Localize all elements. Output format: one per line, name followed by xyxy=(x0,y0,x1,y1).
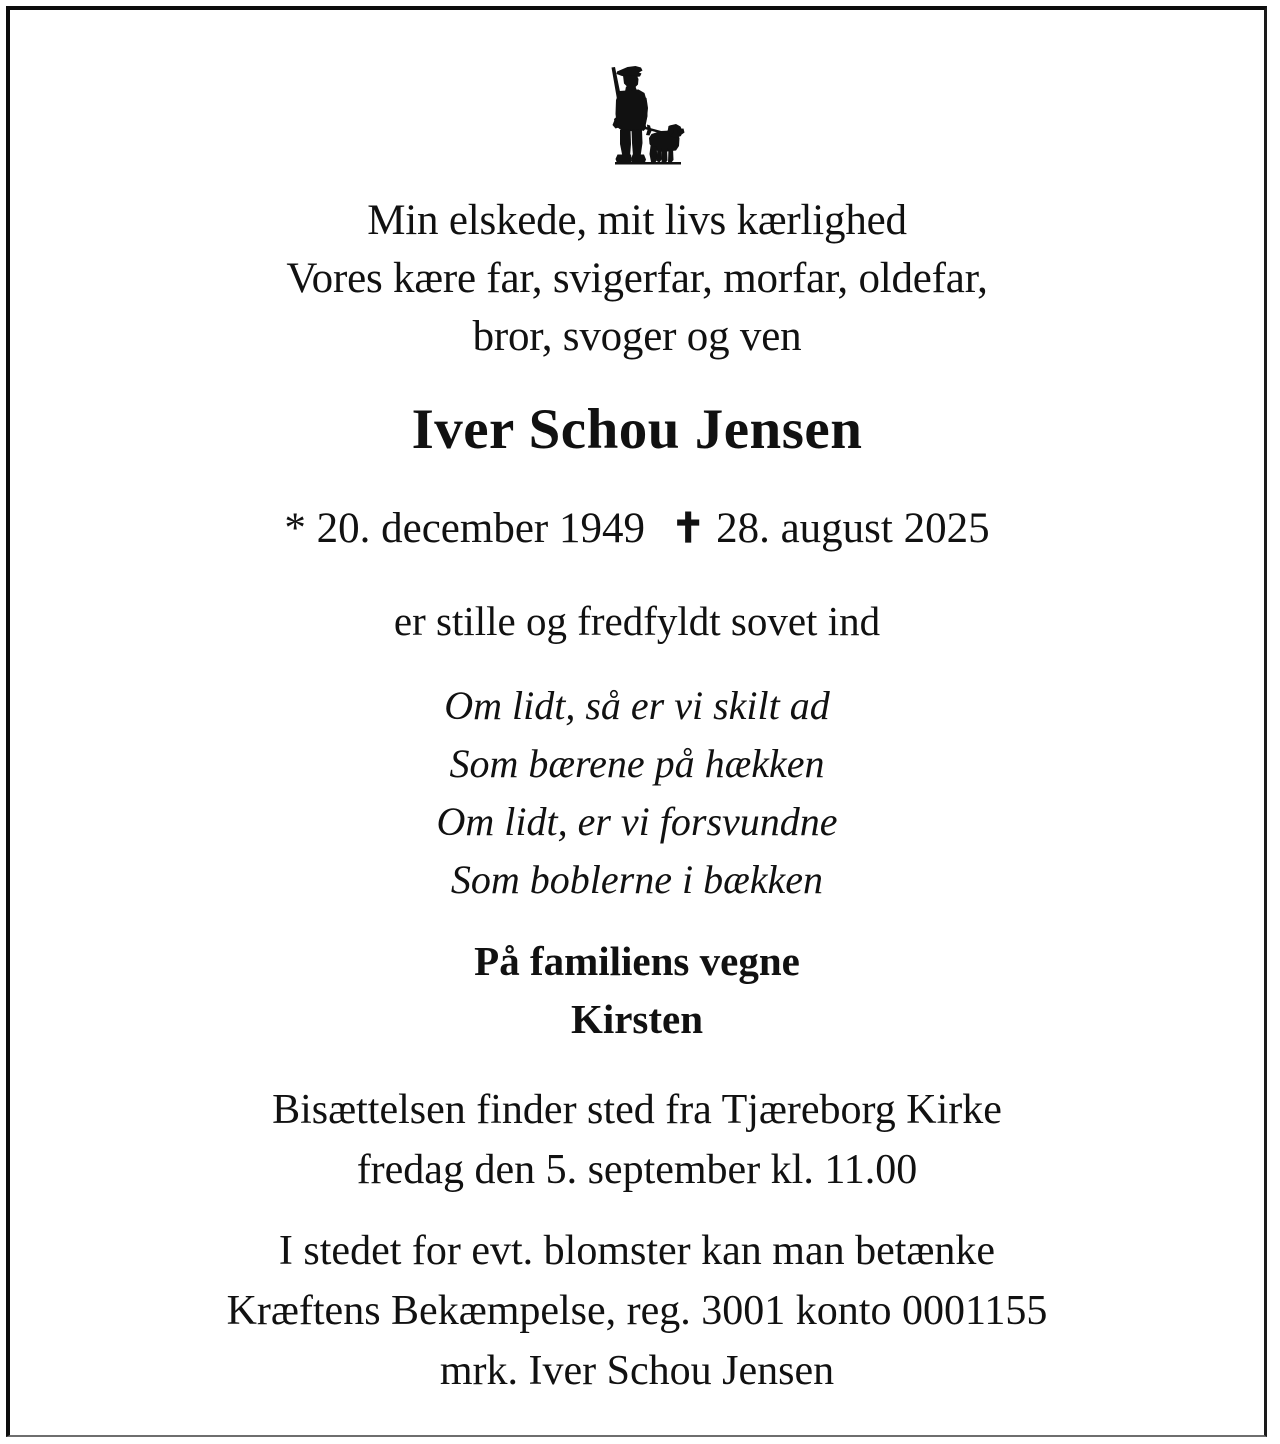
signature-block xyxy=(50,932,1224,1048)
intro-line-1: Min elskede, mit livs kærlighed xyxy=(367,197,907,244)
donation-block xyxy=(50,1221,1224,1401)
emblem-container xyxy=(10,58,1264,178)
deceased-name-block xyxy=(50,395,1224,465)
hunter-with-dog-icon xyxy=(589,58,685,174)
verse-block xyxy=(50,677,1224,909)
signature-line-1: På familiens vegne xyxy=(474,938,800,984)
death-symbol: ✝ xyxy=(670,505,706,551)
death-date: 28. august 2025 xyxy=(716,505,990,552)
verse-line-3: Om lidt, er vi forsvundne xyxy=(436,799,838,844)
verse-line-1: Om lidt, så er vi skilt ad xyxy=(444,683,830,728)
passing-line: er stille og fredfyldt sovet ind xyxy=(393,598,881,644)
death-notice-card xyxy=(6,6,1267,1437)
birth-date: 20. december 1949 xyxy=(316,505,645,552)
dates-block xyxy=(50,499,1224,558)
intro-block xyxy=(50,192,1224,366)
birth-symbol: * xyxy=(284,505,306,552)
deceased-name: Iver Schou Jensen xyxy=(411,398,863,461)
ceremony-line-1: Bisættelsen finder sted fra Tjæreborg Kirke xyxy=(272,1087,1002,1133)
intro-line-3: bror, svoger og ven xyxy=(472,313,802,360)
verse-line-2: Som bærene på hækken xyxy=(449,741,825,786)
ceremony-block xyxy=(50,1080,1224,1200)
signature-line-2: Kirsten xyxy=(570,996,704,1042)
passing-block xyxy=(50,593,1224,649)
ceremony-line-2: fredag den 5. september kl. 11.00 xyxy=(356,1147,918,1193)
donation-line-3: mrk. Iver Schou Jensen xyxy=(439,1348,835,1394)
verse-line-4: Som boblerne i bækken xyxy=(450,857,824,902)
donation-line-1: I stedet for evt. blomster kan man betænke xyxy=(278,1228,996,1274)
death-notice-content xyxy=(10,10,1264,1435)
intro-line-2: Vores kære far, svigerfar, morfar, oldefar, xyxy=(286,255,988,302)
donation-line-2: Kræftens Bekæmpelse, reg. 3001 konto 0001155 xyxy=(226,1288,1048,1334)
dates-line xyxy=(50,499,1224,558)
